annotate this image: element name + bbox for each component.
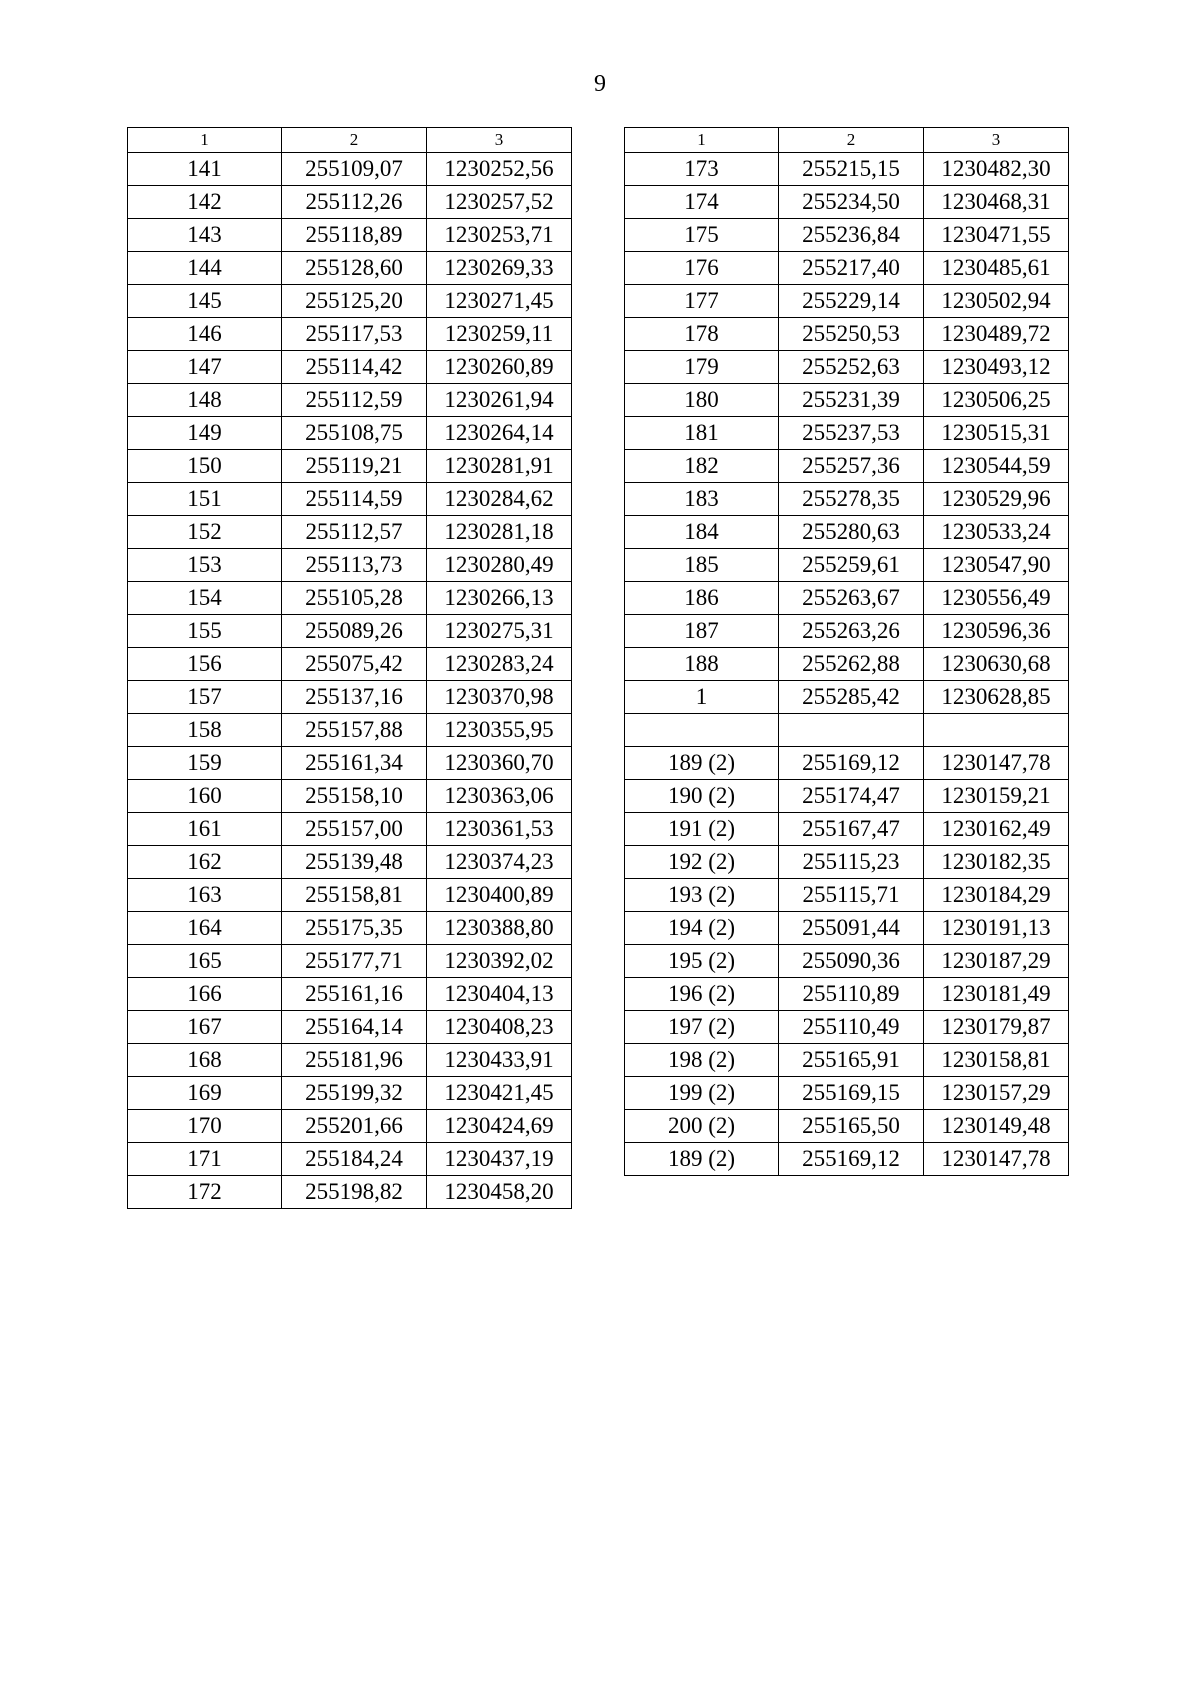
point-number-cell: 176 xyxy=(625,252,779,285)
table-row xyxy=(128,351,572,384)
x-coordinate-cell: 255161,34 xyxy=(282,747,427,780)
table-row xyxy=(625,582,1069,615)
table-row xyxy=(625,1077,1069,1110)
x-coordinate-cell: 255125,20 xyxy=(282,285,427,318)
table-row xyxy=(128,252,572,285)
column-header-point: 1 xyxy=(625,128,779,153)
x-coordinate-cell: 255158,10 xyxy=(282,780,427,813)
table-row xyxy=(625,483,1069,516)
x-coordinate-cell: 255237,53 xyxy=(779,417,924,450)
x-coordinate-cell: 255118,89 xyxy=(282,219,427,252)
y-coordinate-cell: 1230388,80 xyxy=(427,912,572,945)
x-coordinate-cell: 255115,23 xyxy=(779,846,924,879)
y-coordinate-cell: 1230191,13 xyxy=(924,912,1069,945)
y-coordinate-cell: 1230630,68 xyxy=(924,648,1069,681)
y-coordinate-cell: 1230280,49 xyxy=(427,549,572,582)
y-coordinate-cell: 1230529,96 xyxy=(924,483,1069,516)
y-coordinate-cell: 1230421,45 xyxy=(427,1077,572,1110)
x-coordinate-cell: 255229,14 xyxy=(779,285,924,318)
point-number-cell: 158 xyxy=(128,714,282,747)
x-coordinate-cell: 255157,00 xyxy=(282,813,427,846)
point-number-cell: 189 (2) xyxy=(625,747,779,780)
table-row xyxy=(625,813,1069,846)
table-body xyxy=(625,153,1069,1176)
point-number-cell xyxy=(625,714,779,747)
point-number-cell: 182 xyxy=(625,450,779,483)
table-row xyxy=(128,813,572,846)
table-row xyxy=(625,351,1069,384)
x-coordinate-cell: 255169,12 xyxy=(779,1143,924,1176)
point-number-cell: 183 xyxy=(625,483,779,516)
x-coordinate-cell: 255262,88 xyxy=(779,648,924,681)
point-number-cell: 157 xyxy=(128,681,282,714)
x-coordinate-cell: 255250,53 xyxy=(779,318,924,351)
x-coordinate-cell: 255169,12 xyxy=(779,747,924,780)
point-number-cell: 153 xyxy=(128,549,282,582)
y-coordinate-cell: 1230506,25 xyxy=(924,384,1069,417)
x-coordinate-cell: 255110,89 xyxy=(779,978,924,1011)
column-header-y: 3 xyxy=(924,128,1069,153)
y-coordinate-cell: 1230556,49 xyxy=(924,582,1069,615)
coordinates-table-left xyxy=(127,127,572,1209)
y-coordinate-cell: 1230158,81 xyxy=(924,1044,1069,1077)
table-row xyxy=(128,186,572,219)
y-coordinate-cell: 1230404,13 xyxy=(427,978,572,1011)
point-number-cell: 186 xyxy=(625,582,779,615)
x-coordinate-cell: 255181,96 xyxy=(282,1044,427,1077)
table-row xyxy=(625,252,1069,285)
y-coordinate-cell: 1230544,59 xyxy=(924,450,1069,483)
point-number-cell: 187 xyxy=(625,615,779,648)
x-coordinate-cell: 255137,16 xyxy=(282,681,427,714)
x-coordinate-cell: 255177,71 xyxy=(282,945,427,978)
column-header-x: 2 xyxy=(282,128,427,153)
y-coordinate-cell: 1230266,13 xyxy=(427,582,572,615)
y-coordinate-cell: 1230547,90 xyxy=(924,549,1069,582)
y-coordinate-cell: 1230471,55 xyxy=(924,219,1069,252)
y-coordinate-cell: 1230363,06 xyxy=(427,780,572,813)
y-coordinate-cell: 1230370,98 xyxy=(427,681,572,714)
table-row xyxy=(625,1044,1069,1077)
x-coordinate-cell: 255280,63 xyxy=(779,516,924,549)
table-row xyxy=(625,747,1069,780)
y-coordinate-cell: 1230515,31 xyxy=(924,417,1069,450)
x-coordinate-cell: 255201,66 xyxy=(282,1110,427,1143)
table-row xyxy=(128,846,572,879)
point-number-cell: 180 xyxy=(625,384,779,417)
table-row xyxy=(128,483,572,516)
y-coordinate-cell: 1230283,24 xyxy=(427,648,572,681)
table-row xyxy=(128,153,572,186)
column-header-point: 1 xyxy=(128,128,282,153)
y-coordinate-cell: 1230400,89 xyxy=(427,879,572,912)
point-number-cell: 150 xyxy=(128,450,282,483)
table-row xyxy=(128,384,572,417)
x-coordinate-cell: 255169,15 xyxy=(779,1077,924,1110)
x-coordinate-cell: 255198,82 xyxy=(282,1176,427,1209)
x-coordinate-cell xyxy=(779,714,924,747)
x-coordinate-cell: 255164,14 xyxy=(282,1011,427,1044)
y-coordinate-cell: 1230596,36 xyxy=(924,615,1069,648)
table-row xyxy=(625,417,1069,450)
point-number-cell: 198 (2) xyxy=(625,1044,779,1077)
y-coordinate-cell: 1230261,94 xyxy=(427,384,572,417)
table-row xyxy=(128,714,572,747)
y-coordinate-cell: 1230260,89 xyxy=(427,351,572,384)
table-row xyxy=(128,219,572,252)
y-coordinate-cell: 1230181,49 xyxy=(924,978,1069,1011)
y-coordinate-cell: 1230162,49 xyxy=(924,813,1069,846)
x-coordinate-cell: 255231,39 xyxy=(779,384,924,417)
table-row xyxy=(128,1110,572,1143)
point-number-cell: 193 (2) xyxy=(625,879,779,912)
table-row xyxy=(625,780,1069,813)
y-coordinate-cell: 1230468,31 xyxy=(924,186,1069,219)
x-coordinate-cell: 255091,44 xyxy=(779,912,924,945)
table-row xyxy=(625,549,1069,582)
table-row xyxy=(128,615,572,648)
table-row xyxy=(625,912,1069,945)
y-coordinate-cell: 1230149,48 xyxy=(924,1110,1069,1143)
point-number-cell: 195 (2) xyxy=(625,945,779,978)
point-number-cell: 163 xyxy=(128,879,282,912)
table-row xyxy=(128,285,572,318)
point-number-cell: 161 xyxy=(128,813,282,846)
point-number-cell: 168 xyxy=(128,1044,282,1077)
x-coordinate-cell: 255089,26 xyxy=(282,615,427,648)
y-coordinate-cell: 1230253,71 xyxy=(427,219,572,252)
table-row xyxy=(625,186,1069,219)
table-row xyxy=(625,516,1069,549)
point-number-cell: 175 xyxy=(625,219,779,252)
x-coordinate-cell: 255157,88 xyxy=(282,714,427,747)
point-number-cell: 199 (2) xyxy=(625,1077,779,1110)
table-row xyxy=(625,219,1069,252)
y-coordinate-cell: 1230374,23 xyxy=(427,846,572,879)
x-coordinate-cell: 255113,73 xyxy=(282,549,427,582)
point-number-cell: 154 xyxy=(128,582,282,615)
x-coordinate-cell: 255236,84 xyxy=(779,219,924,252)
x-coordinate-cell: 255278,35 xyxy=(779,483,924,516)
table-row xyxy=(128,582,572,615)
y-coordinate-cell: 1230533,24 xyxy=(924,516,1069,549)
point-number-cell: 181 xyxy=(625,417,779,450)
table-body xyxy=(128,153,572,1209)
table-row xyxy=(128,747,572,780)
table-row xyxy=(128,681,572,714)
y-coordinate-cell: 1230628,85 xyxy=(924,681,1069,714)
table-row xyxy=(625,153,1069,186)
x-coordinate-cell: 255175,35 xyxy=(282,912,427,945)
y-coordinate-cell: 1230360,70 xyxy=(427,747,572,780)
y-coordinate-cell: 1230252,56 xyxy=(427,153,572,186)
point-number-cell: 191 (2) xyxy=(625,813,779,846)
point-number-cell: 152 xyxy=(128,516,282,549)
x-coordinate-cell: 255112,59 xyxy=(282,384,427,417)
x-coordinate-cell: 255165,91 xyxy=(779,1044,924,1077)
point-number-cell: 190 (2) xyxy=(625,780,779,813)
x-coordinate-cell: 255105,28 xyxy=(282,582,427,615)
y-coordinate-cell: 1230179,87 xyxy=(924,1011,1069,1044)
y-coordinate-cell: 1230159,21 xyxy=(924,780,1069,813)
y-coordinate-cell: 1230424,69 xyxy=(427,1110,572,1143)
table-row xyxy=(128,912,572,945)
table-row xyxy=(128,879,572,912)
point-number-cell: 169 xyxy=(128,1077,282,1110)
point-number-cell: 166 xyxy=(128,978,282,1011)
x-coordinate-cell: 255114,59 xyxy=(282,483,427,516)
point-number-cell: 179 xyxy=(625,351,779,384)
point-number-cell: 162 xyxy=(128,846,282,879)
x-coordinate-cell: 255199,32 xyxy=(282,1077,427,1110)
point-number-cell: 196 (2) xyxy=(625,978,779,1011)
table-row xyxy=(625,714,1069,747)
x-coordinate-cell: 255075,42 xyxy=(282,648,427,681)
table-row xyxy=(625,846,1069,879)
table-row xyxy=(128,945,572,978)
page-number: 9 xyxy=(594,71,606,97)
table-row xyxy=(625,978,1069,1011)
point-number-cell: 147 xyxy=(128,351,282,384)
y-coordinate-cell: 1230184,29 xyxy=(924,879,1069,912)
x-coordinate-cell: 255161,16 xyxy=(282,978,427,1011)
point-number-cell: 143 xyxy=(128,219,282,252)
y-coordinate-cell: 1230259,11 xyxy=(427,318,572,351)
y-coordinate-cell: 1230271,45 xyxy=(427,285,572,318)
y-coordinate-cell: 1230408,23 xyxy=(427,1011,572,1044)
point-number-cell: 197 (2) xyxy=(625,1011,779,1044)
table-header-row xyxy=(625,128,1069,153)
point-number-cell: 141 xyxy=(128,153,282,186)
point-number-cell: 174 xyxy=(625,186,779,219)
x-coordinate-cell: 255263,26 xyxy=(779,615,924,648)
y-coordinate-cell: 1230284,62 xyxy=(427,483,572,516)
table-row xyxy=(625,879,1069,912)
point-number-cell: 145 xyxy=(128,285,282,318)
x-coordinate-cell: 255184,24 xyxy=(282,1143,427,1176)
x-coordinate-cell: 255114,42 xyxy=(282,351,427,384)
point-number-cell: 167 xyxy=(128,1011,282,1044)
x-coordinate-cell: 255112,57 xyxy=(282,516,427,549)
x-coordinate-cell: 255259,61 xyxy=(779,549,924,582)
table-row xyxy=(625,450,1069,483)
point-number-cell: 151 xyxy=(128,483,282,516)
point-number-cell: 194 (2) xyxy=(625,912,779,945)
point-number-cell: 156 xyxy=(128,648,282,681)
point-number-cell: 171 xyxy=(128,1143,282,1176)
table-row xyxy=(128,1077,572,1110)
point-number-cell: 185 xyxy=(625,549,779,582)
table-row xyxy=(625,1143,1069,1176)
x-coordinate-cell: 255090,36 xyxy=(779,945,924,978)
x-coordinate-cell: 255110,49 xyxy=(779,1011,924,1044)
table-row xyxy=(128,318,572,351)
x-coordinate-cell: 255215,15 xyxy=(779,153,924,186)
column-header-y: 3 xyxy=(427,128,572,153)
table-row xyxy=(625,1011,1069,1044)
table-row xyxy=(625,648,1069,681)
point-number-cell: 188 xyxy=(625,648,779,681)
y-coordinate-cell: 1230482,30 xyxy=(924,153,1069,186)
table-row xyxy=(128,1044,572,1077)
y-coordinate-cell xyxy=(924,714,1069,747)
table-row xyxy=(625,384,1069,417)
point-number-cell: 142 xyxy=(128,186,282,219)
x-coordinate-cell: 255257,36 xyxy=(779,450,924,483)
point-number-cell: 173 xyxy=(625,153,779,186)
x-coordinate-cell: 255108,75 xyxy=(282,417,427,450)
point-number-cell: 155 xyxy=(128,615,282,648)
table-row xyxy=(625,945,1069,978)
table-row xyxy=(128,516,572,549)
table-row xyxy=(625,285,1069,318)
x-coordinate-cell: 255252,63 xyxy=(779,351,924,384)
x-coordinate-cell: 255158,81 xyxy=(282,879,427,912)
point-number-cell: 149 xyxy=(128,417,282,450)
table-row xyxy=(128,450,572,483)
x-coordinate-cell: 255109,07 xyxy=(282,153,427,186)
x-coordinate-cell: 255139,48 xyxy=(282,846,427,879)
x-coordinate-cell: 255117,53 xyxy=(282,318,427,351)
point-number-cell: 159 xyxy=(128,747,282,780)
table-row xyxy=(625,1110,1069,1143)
point-number-cell: 189 (2) xyxy=(625,1143,779,1176)
y-coordinate-cell: 1230257,52 xyxy=(427,186,572,219)
table-header-row xyxy=(128,128,572,153)
table-row xyxy=(128,780,572,813)
point-number-cell: 200 (2) xyxy=(625,1110,779,1143)
point-number-cell: 164 xyxy=(128,912,282,945)
y-coordinate-cell: 1230433,91 xyxy=(427,1044,572,1077)
point-number-cell: 184 xyxy=(625,516,779,549)
x-coordinate-cell: 255115,71 xyxy=(779,879,924,912)
column-header-x: 2 xyxy=(779,128,924,153)
x-coordinate-cell: 255174,47 xyxy=(779,780,924,813)
table-row xyxy=(128,549,572,582)
coordinates-table-right xyxy=(624,127,1069,1176)
y-coordinate-cell: 1230281,91 xyxy=(427,450,572,483)
table-row xyxy=(128,1011,572,1044)
y-coordinate-cell: 1230485,61 xyxy=(924,252,1069,285)
y-coordinate-cell: 1230275,31 xyxy=(427,615,572,648)
table-row xyxy=(128,1176,572,1209)
table-row xyxy=(128,978,572,1011)
y-coordinate-cell: 1230458,20 xyxy=(427,1176,572,1209)
y-coordinate-cell: 1230264,14 xyxy=(427,417,572,450)
point-number-cell: 172 xyxy=(128,1176,282,1209)
x-coordinate-cell: 255285,42 xyxy=(779,681,924,714)
point-number-cell: 144 xyxy=(128,252,282,285)
table-row xyxy=(625,615,1069,648)
y-coordinate-cell: 1230502,94 xyxy=(924,285,1069,318)
x-coordinate-cell: 255167,47 xyxy=(779,813,924,846)
y-coordinate-cell: 1230187,29 xyxy=(924,945,1069,978)
point-number-cell: 1 xyxy=(625,681,779,714)
y-coordinate-cell: 1230392,02 xyxy=(427,945,572,978)
y-coordinate-cell: 1230361,53 xyxy=(427,813,572,846)
point-number-cell: 146 xyxy=(128,318,282,351)
point-number-cell: 178 xyxy=(625,318,779,351)
x-coordinate-cell: 255217,40 xyxy=(779,252,924,285)
point-number-cell: 160 xyxy=(128,780,282,813)
x-coordinate-cell: 255165,50 xyxy=(779,1110,924,1143)
x-coordinate-cell: 255119,21 xyxy=(282,450,427,483)
table-row xyxy=(128,417,572,450)
y-coordinate-cell: 1230437,19 xyxy=(427,1143,572,1176)
point-number-cell: 170 xyxy=(128,1110,282,1143)
point-number-cell: 148 xyxy=(128,384,282,417)
y-coordinate-cell: 1230182,35 xyxy=(924,846,1069,879)
x-coordinate-cell: 255263,67 xyxy=(779,582,924,615)
y-coordinate-cell: 1230355,95 xyxy=(427,714,572,747)
y-coordinate-cell: 1230489,72 xyxy=(924,318,1069,351)
point-number-cell: 177 xyxy=(625,285,779,318)
y-coordinate-cell: 1230269,33 xyxy=(427,252,572,285)
x-coordinate-cell: 255112,26 xyxy=(282,186,427,219)
table-row xyxy=(128,648,572,681)
y-coordinate-cell: 1230281,18 xyxy=(427,516,572,549)
y-coordinate-cell: 1230157,29 xyxy=(924,1077,1069,1110)
point-number-cell: 165 xyxy=(128,945,282,978)
table-row xyxy=(128,1143,572,1176)
y-coordinate-cell: 1230147,78 xyxy=(924,1143,1069,1176)
point-number-cell: 192 (2) xyxy=(625,846,779,879)
table-row xyxy=(625,681,1069,714)
x-coordinate-cell: 255128,60 xyxy=(282,252,427,285)
table-row xyxy=(625,318,1069,351)
x-coordinate-cell: 255234,50 xyxy=(779,186,924,219)
y-coordinate-cell: 1230147,78 xyxy=(924,747,1069,780)
y-coordinate-cell: 1230493,12 xyxy=(924,351,1069,384)
